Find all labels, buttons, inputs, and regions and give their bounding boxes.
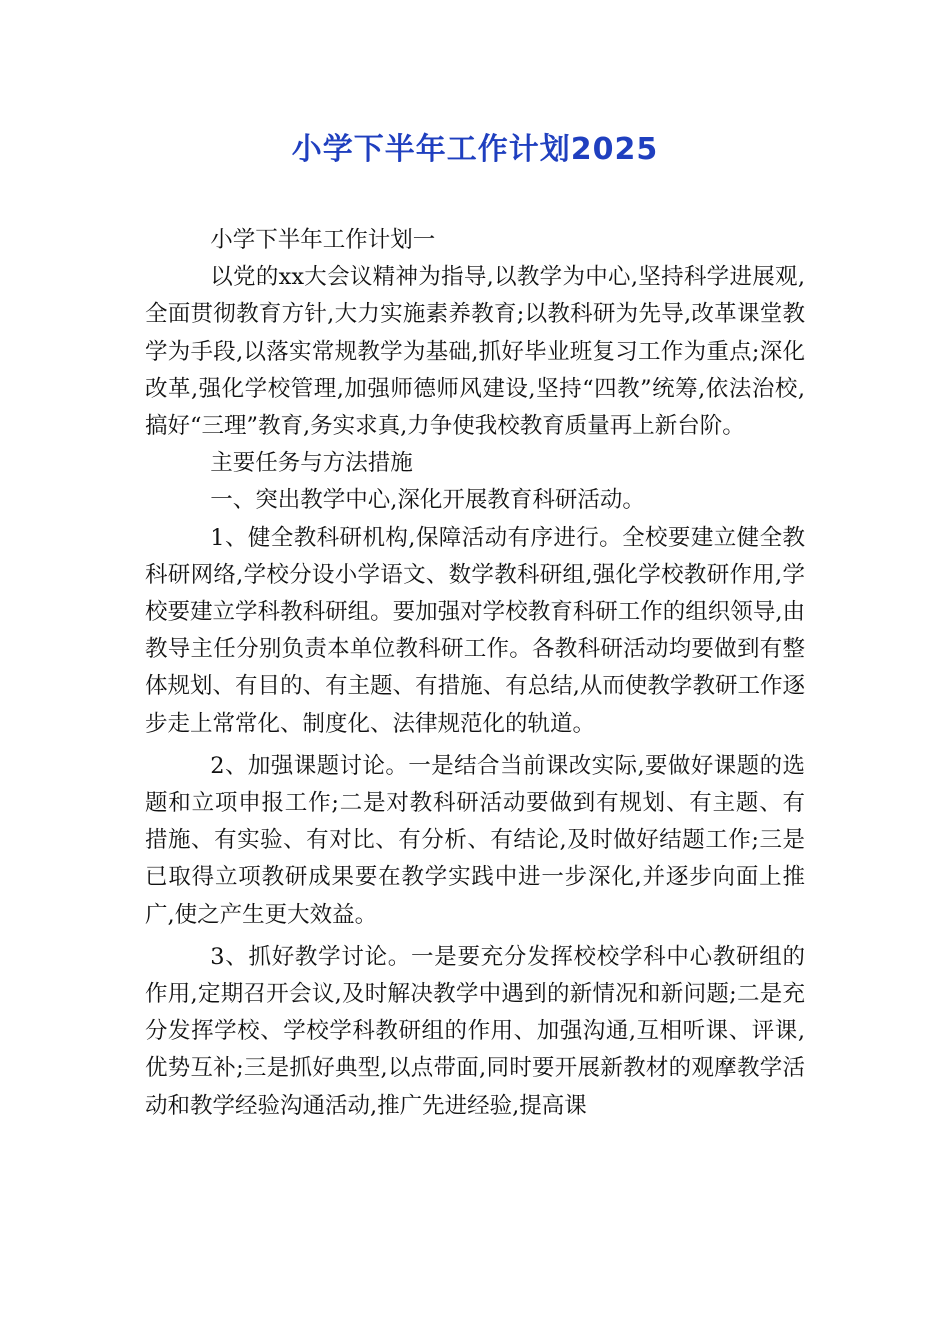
paragraph: 2、加强课题讨论。一是结合当前课改实际,要做好课题的选题和立项申报工作;二是对教科研活动要做到有规划、有主题、有措施、有实验、有对比、有分析、有结论,及时做好结题工作;三是已取得立项教研成果要在教学实践中进一步深化,并逐步向面上推广,使之产生更大效益。 [145,752,805,928]
document-body [145,222,805,1125]
paragraph: 以党的xx大会议精神为指导,以教学为中心,坚持科学进展观,全面贯彻教育方针,大力实施素养教育;以教科研为先导,改革课堂教学为手段,以落实常规教学为基础,抓好毕业班复习工作为重点;深化改革,强化学校管理,加强师德师风建设,坚持“四教”统筹,依法治校,搞好“三理”教育,务实求真,力争使我校教育质量再上新台阶。 [145,264,805,440]
paragraph: 3、抓好教学讨论。一是要充分发挥校校学科中心教研组的作用,定期召开会议,及时解决教学中遇到的新情况和新问题;二是充分发挥学校、学校学科教研组的作用、加强沟通,互相听课、评课,优势互补;三是抓好典型,以点带面,同时要开展新教材的观摩教学活动和教学经验沟通活动,推广先进经验,提高课 [145,943,805,1119]
document-title: 小学下半年工作计划2025 [291,132,659,167]
subsection-heading: 一、突出教学中心,深化开展教育科研活动。 [210,487,645,514]
section-heading: 主要任务与方法措施 [210,450,413,477]
paragraph: 1、健全教科研机构,保障活动有序进行。全校要建立健全教科研网络,学校分设小学语文、数学教科研组,强化学校教研作用,学校要建立学科教科研组。要加强对学校教育科研工作的组织领导,由教导主任分别负责本单位教科研工作。各教科研活动均要做到有整体规划、有目的、有主题、有措施、有总结,从而使教学教研工作逐步走上常常化、制度化、法律规范化的轨道。 [145,524,805,737]
section-heading: 小学下半年工作计划一 [210,227,436,253]
